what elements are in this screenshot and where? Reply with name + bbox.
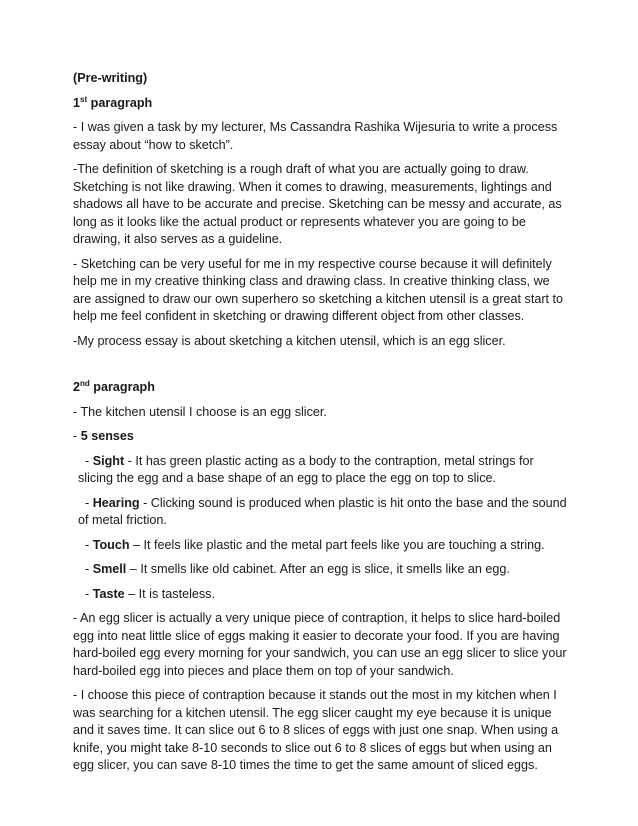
paragraph-1-number: 1 [73,95,81,110]
paragraph-1-line: - I was given a task by my lecturer, Ms Cassandra Rashika Wijesuria to write a process essay about “how to sketch”. [73,120,558,152]
document-body [73,70,568,782]
paragraph-1-line: - Sketching can be very useful for me in my respective course because it will definitely help me in my creative thinking class and drawing class. In creative thinking class, we are assigned to draw our own superhero so sketching a kitchen utensil is a great start to help me feel confident in sketching or drawing different object from other classes. [73,256,564,323]
sense-hearing [73,495,568,530]
sense-name: Smell [92,562,127,576]
paragraph-2-ordinal: nd [80,378,90,388]
sense-prefix: - [78,586,93,601]
sense-prefix: - [78,562,93,576]
sense-name: Hearing [92,495,140,510]
sense-prefix: - [78,453,93,468]
sense-sight [73,453,568,488]
sense-text: - It has green plastic acting as a body to the contraption, metal strings for slicing the egg and a base shape of an egg to place the egg on top to slice. [78,453,534,485]
sense-touch [73,537,568,555]
prewriting-heading: (Pre-writing) [73,71,148,85]
paragraph-1-line: -My process essay is about sketching a kitchen utensil, which is an egg slicer. [73,333,506,348]
paragraph-2-heading [73,379,568,397]
sense-taste [73,586,568,604]
sense-text: – It is tasteless. [124,586,215,601]
senses-label: 5 senses [80,429,134,443]
paragraph-1-ordinal: st [80,94,88,104]
paragraph-2-intro: - The kitchen utensil I choose is an egg slicer. [73,404,327,419]
sense-text: - Clicking sound is produced when plastic is hit onto the base and the sound of metal friction. [78,495,567,527]
paragraph-2-closing: - An egg slicer is actually a very unique piece of contraption, it helps to slice hard-boiled egg into neat little slice of eggs making it easier to decorate your food. If you are having hard-boiled egg every morning for your sandwich, you can use an egg slicer to slice your hard-boiled egg into pieces and place them on top of your sandwich. [73,611,567,678]
sense-text: – It feels like plastic and the metal part feels like you are touching a string. [129,537,545,552]
sense-name: Taste [92,586,125,601]
sense-name: Touch [92,537,130,552]
senses-heading [73,428,568,446]
paragraph-1-line: -The definition of sketching is a rough draft of what you are actually going to draw. Sketching is not like drawing. When it comes to drawing, measurements, lightings and shadows all have to be accurate and precise. Sketching can be messy and accurate, as long as it looks like the actual product or represents whatever you are going to be drawing, it also serves as a guideline. [73,162,562,246]
sense-text: – It smells like old cabinet. After an egg is slice, it smells like an egg. [126,562,510,576]
spacer [73,357,568,379]
sense-prefix: - [78,495,93,510]
paragraph-1-heading [73,95,568,113]
sense-name: Sight [92,453,125,468]
sense-smell [73,561,568,579]
sense-prefix: - [78,537,93,552]
paragraph-2-number: 2 [73,380,81,394]
paragraph-1-label: paragraph [90,95,153,110]
paragraph-2-closing: - I choose this piece of contraption because it stands out the most in my kitchen when I was searching for a kitchen utensil. The egg slicer caught my eye because it is unique and it saves time. It can slice out 6 to 8 slices of eggs with just one snap. When using a knife, you might take 8-10 seconds to slice out 6 to 8 slices of eggs but when using an egg slicer, you can save 8-10 times the time to get the same amount of sliced eggs. [73,688,559,772]
senses-prefix: - [73,429,81,443]
paragraph-2-label: paragraph [93,380,155,394]
